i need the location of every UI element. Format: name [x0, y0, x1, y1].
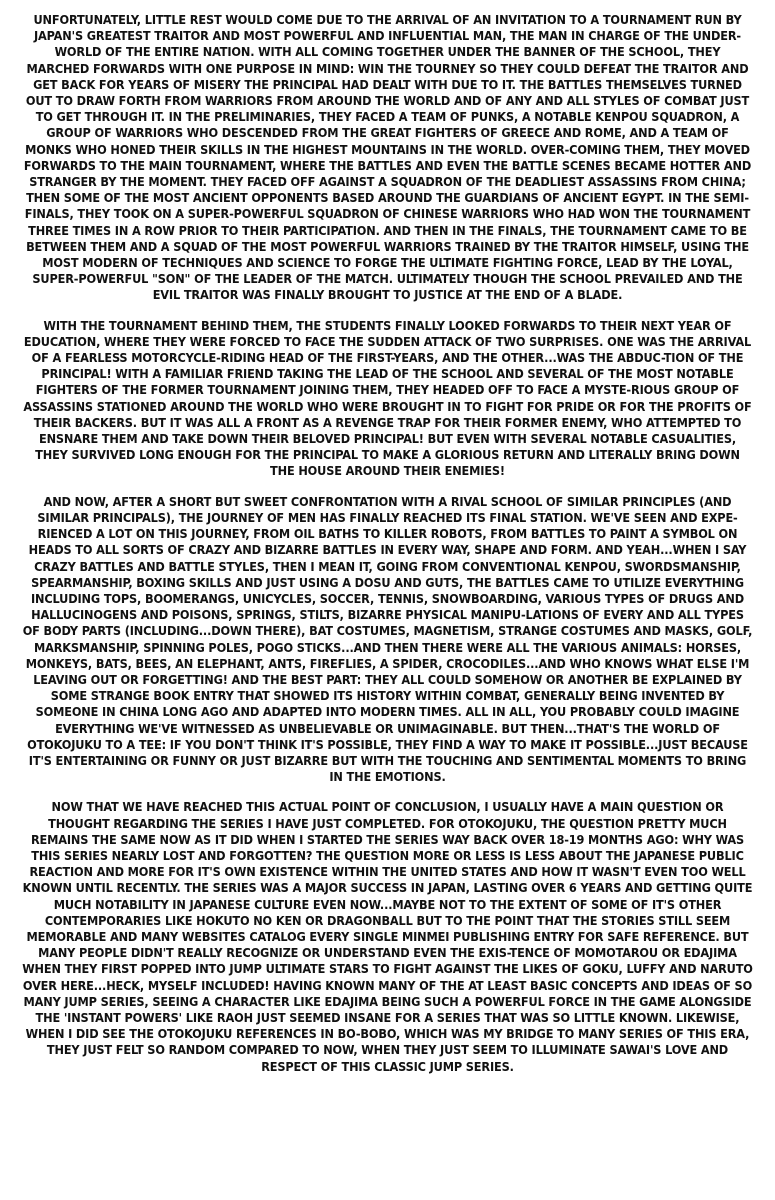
paragraph-tournament-recap: UNFORTUNATELY, LITTLE REST WOULD COME DUE TO THE ARRIVAL OF AN INVITATION TO A TOURNAMENT RUN BY JAPAN'S GREATEST TRAITOR AND MOST POWERFUL AND INFLUENTIAL MAN, THE MAN IN CHARGE OF THE UNDER-WORLD OF THE ENTIRE NATION. WITH ALL COMING TOGETHER UNDER THE BANNER OF THE SCHOOL, THEY MARCHED FORWARDS WITH ONE PURPOSE IN MIND: WIN THE TOURNEY SO THEY COULD DEFEAT THE TRAITOR AND GET BACK FOR YEARS OF MISERY THE PRINCIPAL HAD DEALT WITH DUE TO IT. THE BATTLES THEMSELVES TURNED OUT TO DRAW FORTH FROM WARRIORS FROM AROUND THE WORLD AND OF ANY AND ALL STYLES OF COMBAT JUST TO GET THROUGH IT. IN THE PRELIMINARIES, THEY FACED A TEAM OF PUNKS, A NOTABLE KENPOU SQUADRON, A GROUP OF WARRIORS WHO DESCENDED FROM THE GREAT FIGHTERS OF GREECE AND ROME, AND A TEAM OF MONKS WHO HONED THEIR SKILLS IN THE HIGHEST MOUNTAINS IN THE WORLD. OVER-COMING THEM, THEY MOVED FORWARDS TO THE MAIN TOURNAMENT, WHERE THE BATTLES AND EVEN THE BATTLE SCENES BECAME HOTTER AND STRANGER BY THE MOMENT. THEY FACED OFF AGAINST A SQUADRON OF THE DEADLIEST ASSASSINS FROM CHINA; THEN SOME OF THE MOST ANCIENT OPPONENTS BASED AROUND THE GUARDIANS OF ANCIENT EGYPT. IN THE SEMI-FINALS, THEY TOOK ON A SUPER-POWERFUL SQUADRON OF CHINESE WARRIORS WHO HAD WON THE TOURNAMENT THREE TIMES IN A ROW PRIOR TO THEIR PARTICIPATION. AND THEN IN THE FINALS, THE TOURNAMENT CAME TO BE BETWEEN THEM AND A SQUAD OF THE MOST POWERFUL WARRIORS TRAINED BY THE TRAITOR HIMSELF, USING THE MOST MODERN OF TECHNIQUES AND SCIENCE TO FORGE THE ULTIMATE FIGHTING FORCE, LEAD BY THE LOYAL, SUPER-POWERFUL "SON" OF THE LEADER OF THE MATCH. ULTIMATELY THOUGH THE SCHOOL PREVAILED AND THE EVIL TRAITOR WAS FINALLY BROUGHT TO JUSTICE AT THE END OF A BLADE. [23, 12, 752, 303]
paragraph-conclusion-question: NOW THAT WE HAVE REACHED THIS ACTUAL POINT OF CONCLUSION, I USUALLY HAVE A MAIN QUESTION OR THOUGHT REGARDING THE SERIES I HAVE JUST COMPLETED. FOR OTOKOJUKU, THE QUESTION PRETTY MUCH REMAINS THE SAME NOW AS IT DID WHEN I STARTED THE SERIES WAY BACK OVER 18-19 MONTHS AGO: WHY WAS THIS SERIES NEARLY LOST AND FORGOTTEN? THE QUESTION MORE OR LESS IS LESS ABOUT THE JAPANESE PUBLIC REACTION AND MORE FOR IT'S OWN EXISTENCE WITHIN THE UNITED STATES AND HOW IT WASN'T EVEN TOO WELL KNOWN UNTIL RECENTLY. THE SERIES WAS A MAJOR SUCCESS IN JAPAN, LASTING OVER 6 YEARS AND GETTING QUITE MUCH NOTABILITY IN JAPANESE CULTURE EVEN NOW...MAYBE NOT TO THE EXTENT OF SOME OF IT'S OTHER CONTEMPORARIES LIKE HOKUTO NO KEN OR DRAGONBALL BUT TO THE POINT THAT THE STORIES STILL SEEM MEMORABLE AND MANY WEBSITES CATALOG EVERY SINGLE MINMEI PUBLISHING ENTRY FOR SAFE REFERENCE. BUT MANY PEOPLE DIDN'T REALLY RECOGNIZE OR UNDERSTAND EVEN THE EXIS-TENCE OF MOMOTAROU OR EDAJIMA WHEN THEY FIRST POPPED INTO JUMP ULTIMATE STARS TO FIGHT AGAINST THE LIKES OF GOKU, LUFFY AND NARUTO OVER HERE...HECK, MYSELF INCLUDED! HAVING KNOWN MANY OF THE AT LEAST BASIC CONCEPTS AND IDEAS OF SO MANY JUMP SERIES, SEEING A CHARACTER LIKE EDAJIMA BEING SUCH A POWERFUL FORCE IN THE GAME ALONGSIDE THE 'INSTANT POWERS' LIKE RAOH JUST SEEMED INSANE FOR A SERIES THAT WAS SO LITTLE KNOWN. LIKEWISE, WHEN I DID SEE THE OTOKOJUKU REFERENCES IN BO-BOBO, WHICH WAS MY BRIDGE TO MANY SERIES OF THIS ERA, THEY JUST FELT SO RANDOM COMPARED TO NOW, WHEN THEY JUST SEEM TO ILLUMINATE SAWAI'S LOVE AND RESPECT OF THIS CLASSIC JUMP SERIES. [22, 799, 753, 1074]
paragraph-principal-abduction: WITH THE TOURNAMENT BEHIND THEM, THE STUDENTS FINALLY LOOKED FORWARDS TO THEIR NEXT YEAR OF EDUCATION, WHERE THEY WERE FORCED TO FACE THE SUDDEN ATTACK OF TWO SURPRISES. ONE WAS THE ARRIVAL OF A FEARLESS MOTORCYCLE-RIDING HEAD OF THE FIRST-YEARS, AND THE OTHER...WAS THE ABDUC-TION OF THE PRINCIPAL! WITH A FAMILIAR FRIEND TAKING THE LEAD OF THE SCHOOL AND SEVERAL OF THE MOST NOTABLE FIGHTERS OF THE FORMER TOURNAMENT JOINING THEM, THEY HEADED OFF TO FACE A MYSTE-RIOUS GROUP OF ASSASSINS STATIONED AROUND THE WORLD WHO WERE BROUGHT IN TO FIGHT FOR PRIDE OR FOR THE PROFITS OF THEIR BACKERS. BUT IT WAS ALL A FRONT AS A REVENGE TRAP FOR THEIR FORMER ENEMY, WHO ATTEMPTED TO ENSNARE THEM AND TAKE DOWN THEIR BELOVED PRINCIPAL! BUT EVEN WITH SEVERAL NOTABLE CASUALITIES, THEY SURVIVED LONG ENOUGH FOR THE PRINCIPAL TO MAKE A GLORIOUS RETURN AND LITERALLY BRING DOWN THE HOUSE AROUND THEIR ENEMIES! [23, 317, 752, 479]
paragraph-journey-of-men: AND NOW, AFTER A SHORT BUT SWEET CONFRONTATION WITH A RIVAL SCHOOL OF SIMILAR PRINCIPLES (AND SIMILAR PRINCIPALS), THE JOURNEY OF MEN HAS FINALLY REACHED ITS FINAL STATION. WE'VE SEEN AND EXPE-RIENCED A LOT ON THIS JOURNEY, FROM OIL BATHS TO KILLER ROBOTS, FROM BATTLES TO PAINT A SYMBOL ON HEADS TO ALL SORTS OF CRAZY AND BIZARRE BATTLES IN EVERY WAY, SHAPE AND FORM. AND YEAH...WHEN I SAY CRAZY BATTLES AND BATTLE STYLES, THEN I MEAN IT, GOING FROM CONVENTIONAL KENPOU, SWORDSMANSHIP, SPEARMANSHIP, BOXING SKILLS AND JUST USING A DOSU AND GUTS, THE BATTLES CAME TO UTILIZE EVERYTHING INCLUDING TOPS, BOOMERANGS, UNICYCLES, SOCCER, TENNIS, SNOWBOARDING, VARIOUS TYPES OF DRUGS AND HALLUCINOGENS AND POISONS, SPRINGS, STILTS, BIZARRE PHYSICAL MANIPU-LATIONS OF EVERY AND ALL TYPES OF BODY PARTS (INCLUDING...DOWN THERE), BAT COSTUMES, MAGNETISM, STRANGE COSTUMES AND MASKS, GOLF, MARKSMANSHIP, SPINNING POLES, POGO STICKS...AND THEN THERE WERE ALL THE VARIOUS ANIMALS: HORSES, MONKEYS, BATS, BEES, AN ELEPHANT, ANTS, FIREFLIES, A SPIDER, CROCODILES...AND WHO KNOWS WHAT ELSE I'M LEAVING OUT OR FORGETTING! AND THE BEST PART: THEY ALL COULD SOMEHOW OR ANOTHER BE EXPLAINED BY SOME STRANGE BOOK ENTRY THAT SHOWED ITS HISTORY WITHIN COMBAT, GENERALLY BEING INVENTED BY SOMEONE IN CHINA LONG AGO AND ADAPTED INTO MODERN TIMES. ALL IN ALL, YOU PROBABLY COULD IMAGINE EVERYTHING WE'VE WITNESSED AS UNBELIEVABLE OR UNIMAGINABLE. BUT THEN...THAT'S THE WORLD OF OTOKOJUKU TO A TEE: IF YOU DON'T THINK IT'S POSSIBLE, THEY FIND A WAY TO MAKE IT POSSIBLE...JUST BECAUSE IT'S ENTERTAINING OR FUNNY OR JUST BIZARRE BUT WITH THE TOUCHING AND SENTIMENTAL MOMENTS TO BRING IN THE EMOTIONS. [22, 493, 753, 785]
